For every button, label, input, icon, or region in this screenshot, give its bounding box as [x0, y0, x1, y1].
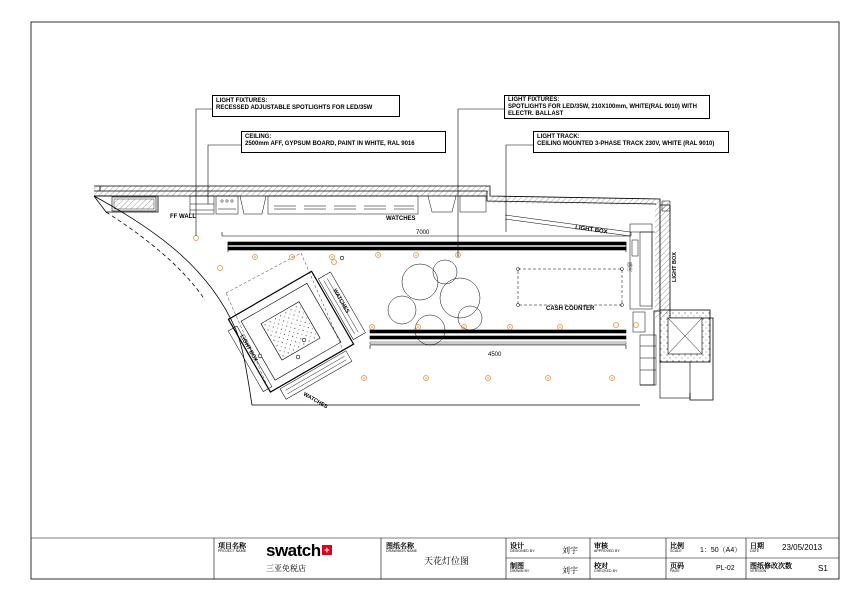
light-box-top-label: LIGHT BOX	[574, 225, 608, 236]
watches-right-label: WATCHES	[331, 288, 351, 315]
checked-by-en: CHECKED BY	[594, 569, 618, 573]
cash-counter-label: CASH COUNTER	[546, 306, 595, 312]
drawing-name-value: 天花灯位图	[424, 556, 470, 566]
right-pillar	[662, 201, 670, 211]
note-track-title: LIGHT TRACK:	[537, 134, 580, 140]
drawing-name-cn: 图纸名称	[386, 543, 414, 550]
swatch-cross-icon: +	[322, 545, 332, 555]
note-light-track	[533, 131, 729, 153]
cash-counter	[518, 269, 622, 305]
note-recessed-title: LIGHT FIXTURES:	[216, 98, 268, 104]
drawn-by-value: 刘宇	[562, 566, 578, 575]
project-name-cn: 项目名称	[218, 543, 246, 550]
designed-by-value: 刘宇	[562, 546, 578, 555]
dim-4500: 4500	[488, 352, 502, 358]
sheet-border	[31, 22, 839, 579]
note-ceiling-text: 2500mm AFF, GYPSUM BOARD, PAINT IN WHITE, RAL 9016	[245, 141, 415, 147]
swatch-logo	[266, 541, 332, 561]
note-spotlights-text: SPOTLIGHTS FOR LED/35W, 210X100mm, WHITE(RAL 9010) WITH	[508, 104, 697, 110]
scale-cn: 比例	[670, 543, 684, 550]
page-cn: 页码	[670, 563, 684, 570]
note-recessed-spotlights	[212, 95, 400, 117]
note-recessed-text: RECESSED ADJUSTABLE SPOTLIGHTS FOR LED/35W	[216, 105, 373, 111]
dim-7000: 7000	[416, 230, 430, 236]
note-spotlights-text2: ELECTR. BALLAST	[508, 111, 564, 117]
swatch-logo-text: swatch	[266, 541, 321, 560]
drawing-name-en: DRAWINGS NAME	[386, 549, 418, 553]
date-cn: 日期	[750, 543, 764, 550]
light-box-right-label: LIGHT BOX	[672, 252, 678, 282]
watches-top-label: WATCHES	[386, 216, 416, 222]
approved-by-cn: 审核	[594, 543, 608, 550]
date-en: DATE	[750, 549, 760, 553]
note-track-text: CEILING MOUNTED 3-PHASE TRACK 230V, WHITE (RAL 9010)	[537, 141, 715, 147]
checked-by-cn: 校对	[594, 563, 608, 570]
top-watch-cabinets	[240, 196, 486, 214]
note-spotlights-title: LIGHT FIXTURES:	[508, 97, 560, 103]
scale-en: SCALE	[670, 549, 682, 553]
page-en: PAGE	[670, 569, 680, 573]
designed-by-cn: 设计	[510, 543, 524, 550]
drawn-by-en: DRAWN BY	[510, 569, 530, 573]
scale-value: 1：50（A4）	[700, 547, 742, 554]
project-name-value: 三亚免税店	[266, 564, 306, 573]
ff-wall-shelves	[190, 196, 238, 214]
designed-by-en: DESIGNED BY	[510, 549, 535, 553]
date-value: 23/05/2013	[782, 543, 823, 552]
track-4500	[370, 330, 626, 349]
light-box-left-label: LIGHT BOX	[238, 334, 259, 363]
note-ceiling-title: CEILING:	[245, 134, 272, 140]
version-value: S1	[818, 564, 828, 573]
island-watches	[223, 263, 374, 407]
project-name-en: PROJECT NAME	[218, 549, 247, 553]
ff-wall-label: FF WALL	[170, 214, 196, 220]
right-concrete-box	[660, 310, 710, 398]
approved-by-en: APPROVED BY	[594, 549, 620, 553]
version-en: VERSION	[750, 569, 767, 573]
light-box-cn-label: 感应	[626, 262, 632, 273]
note-spotlights	[504, 95, 710, 119]
page-value: PL-02	[716, 565, 735, 572]
watches-bottom-label: WATCHES	[302, 391, 329, 411]
right-lower-cabinets	[633, 312, 656, 385]
note-ceiling	[241, 131, 446, 153]
drawn-by-cn: 制图	[510, 563, 524, 570]
version-cn: 图纸修改次数	[750, 563, 792, 570]
